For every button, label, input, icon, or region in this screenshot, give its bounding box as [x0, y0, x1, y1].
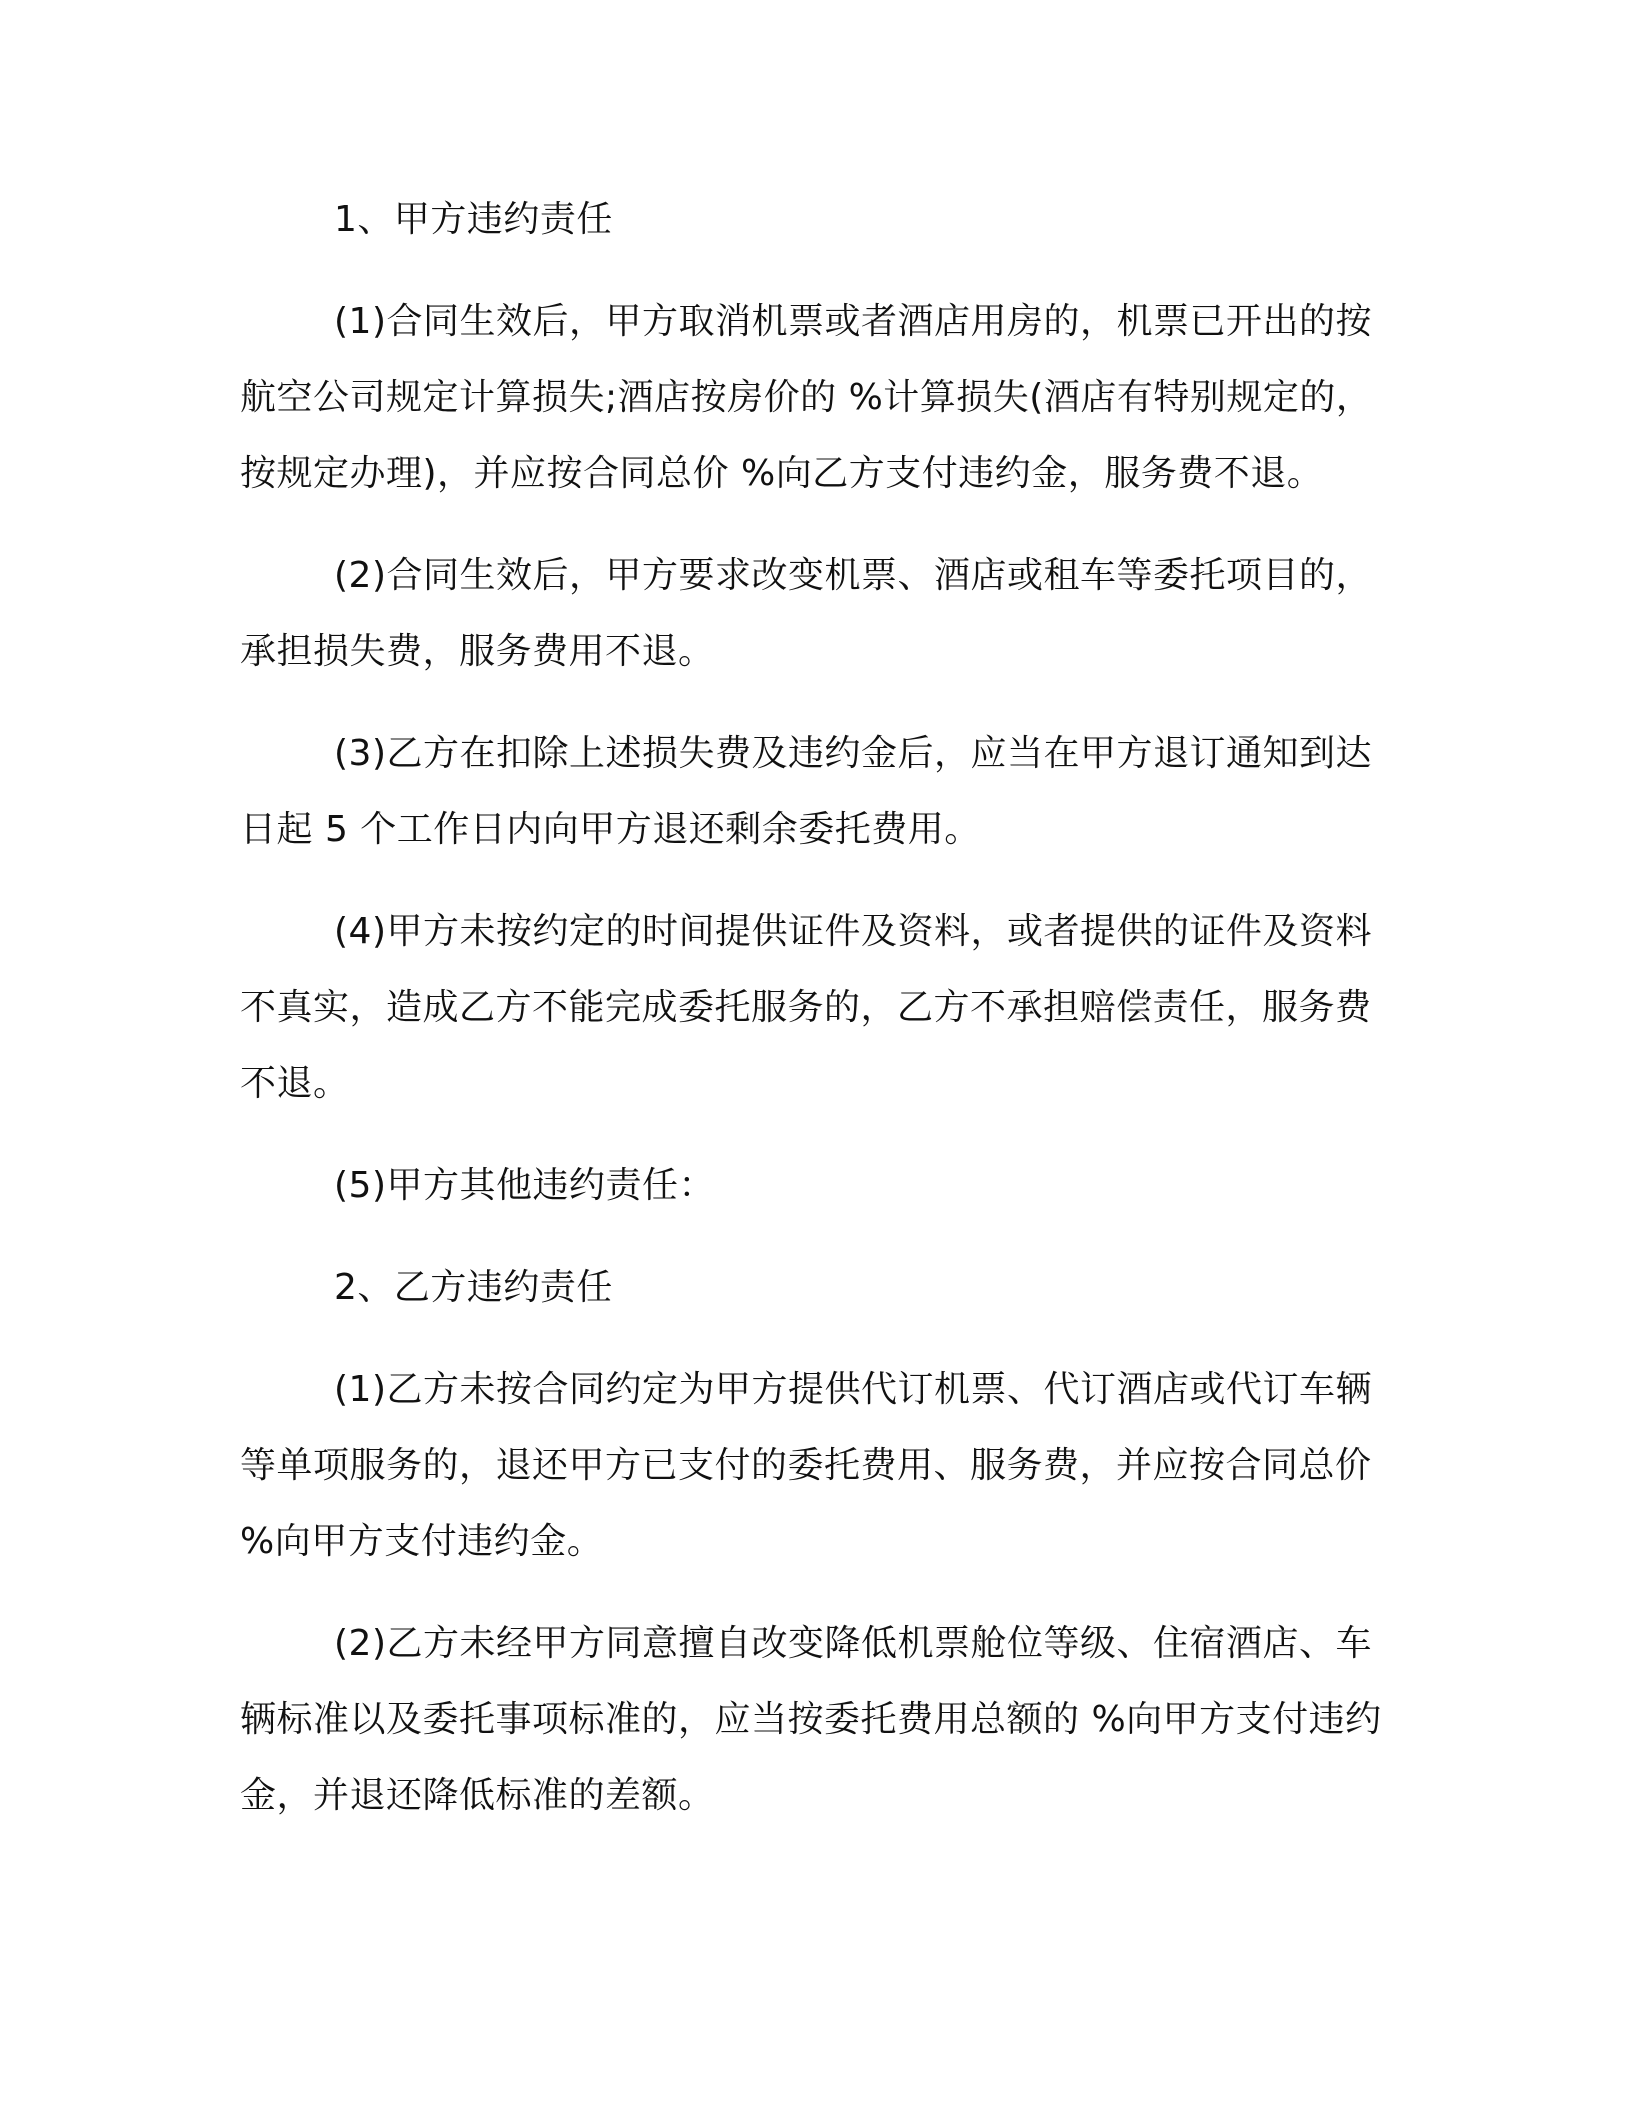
clause-b1: (1)乙方未按合同约定为甲方提供代订机票、代订酒店或代订车辆等单项服务的，退还甲方已支付的委托费用、服务费，并应按合同总价 %向甲方支付违约金。 — [240, 1369, 1372, 1562]
clause-a3: (3)乙方在扣除上述损失费及违约金后，应当在甲方退订通知到达日起 5 个工作日内向甲方退还剩余委托费用。 — [240, 733, 1372, 850]
section-heading-party-a: 1、甲方违约责任 — [334, 199, 613, 240]
clause-a1: (1)合同生效后，甲方取消机票或者酒店用房的，机票已开出的按航空公司规定计算损失;酒店按房价的 %计算损失(酒店有特别规定的，按规定办理)，并应按合同总价 %向乙方支付违约金，服务费不退。 — [240, 301, 1373, 494]
clause-a2: (2)合同生效后，甲方要求改变机票、酒店或租车等委托项目的，承担损失费，服务费用不退。 — [240, 555, 1372, 672]
section-heading-party-b: 2、乙方违约责任 — [334, 1267, 613, 1308]
document-body — [240, 182, 1390, 1860]
clause-a5: (5)甲方其他违约责任： — [334, 1165, 715, 1206]
clause-b2: (2)乙方未经甲方同意擅自改变降低机票舱位等级、住宿酒店、车辆标准以及委托事项标准的，应当按委托费用总额的 %向甲方支付违约金，并退还降低标准的差额。 — [240, 1623, 1382, 1816]
clause-a4: (4)甲方未按约定的时间提供证件及资料，或者提供的证件及资料不真实，造成乙方不能完成委托服务的，乙方不承担赔偿责任，服务费不退。 — [240, 911, 1372, 1104]
